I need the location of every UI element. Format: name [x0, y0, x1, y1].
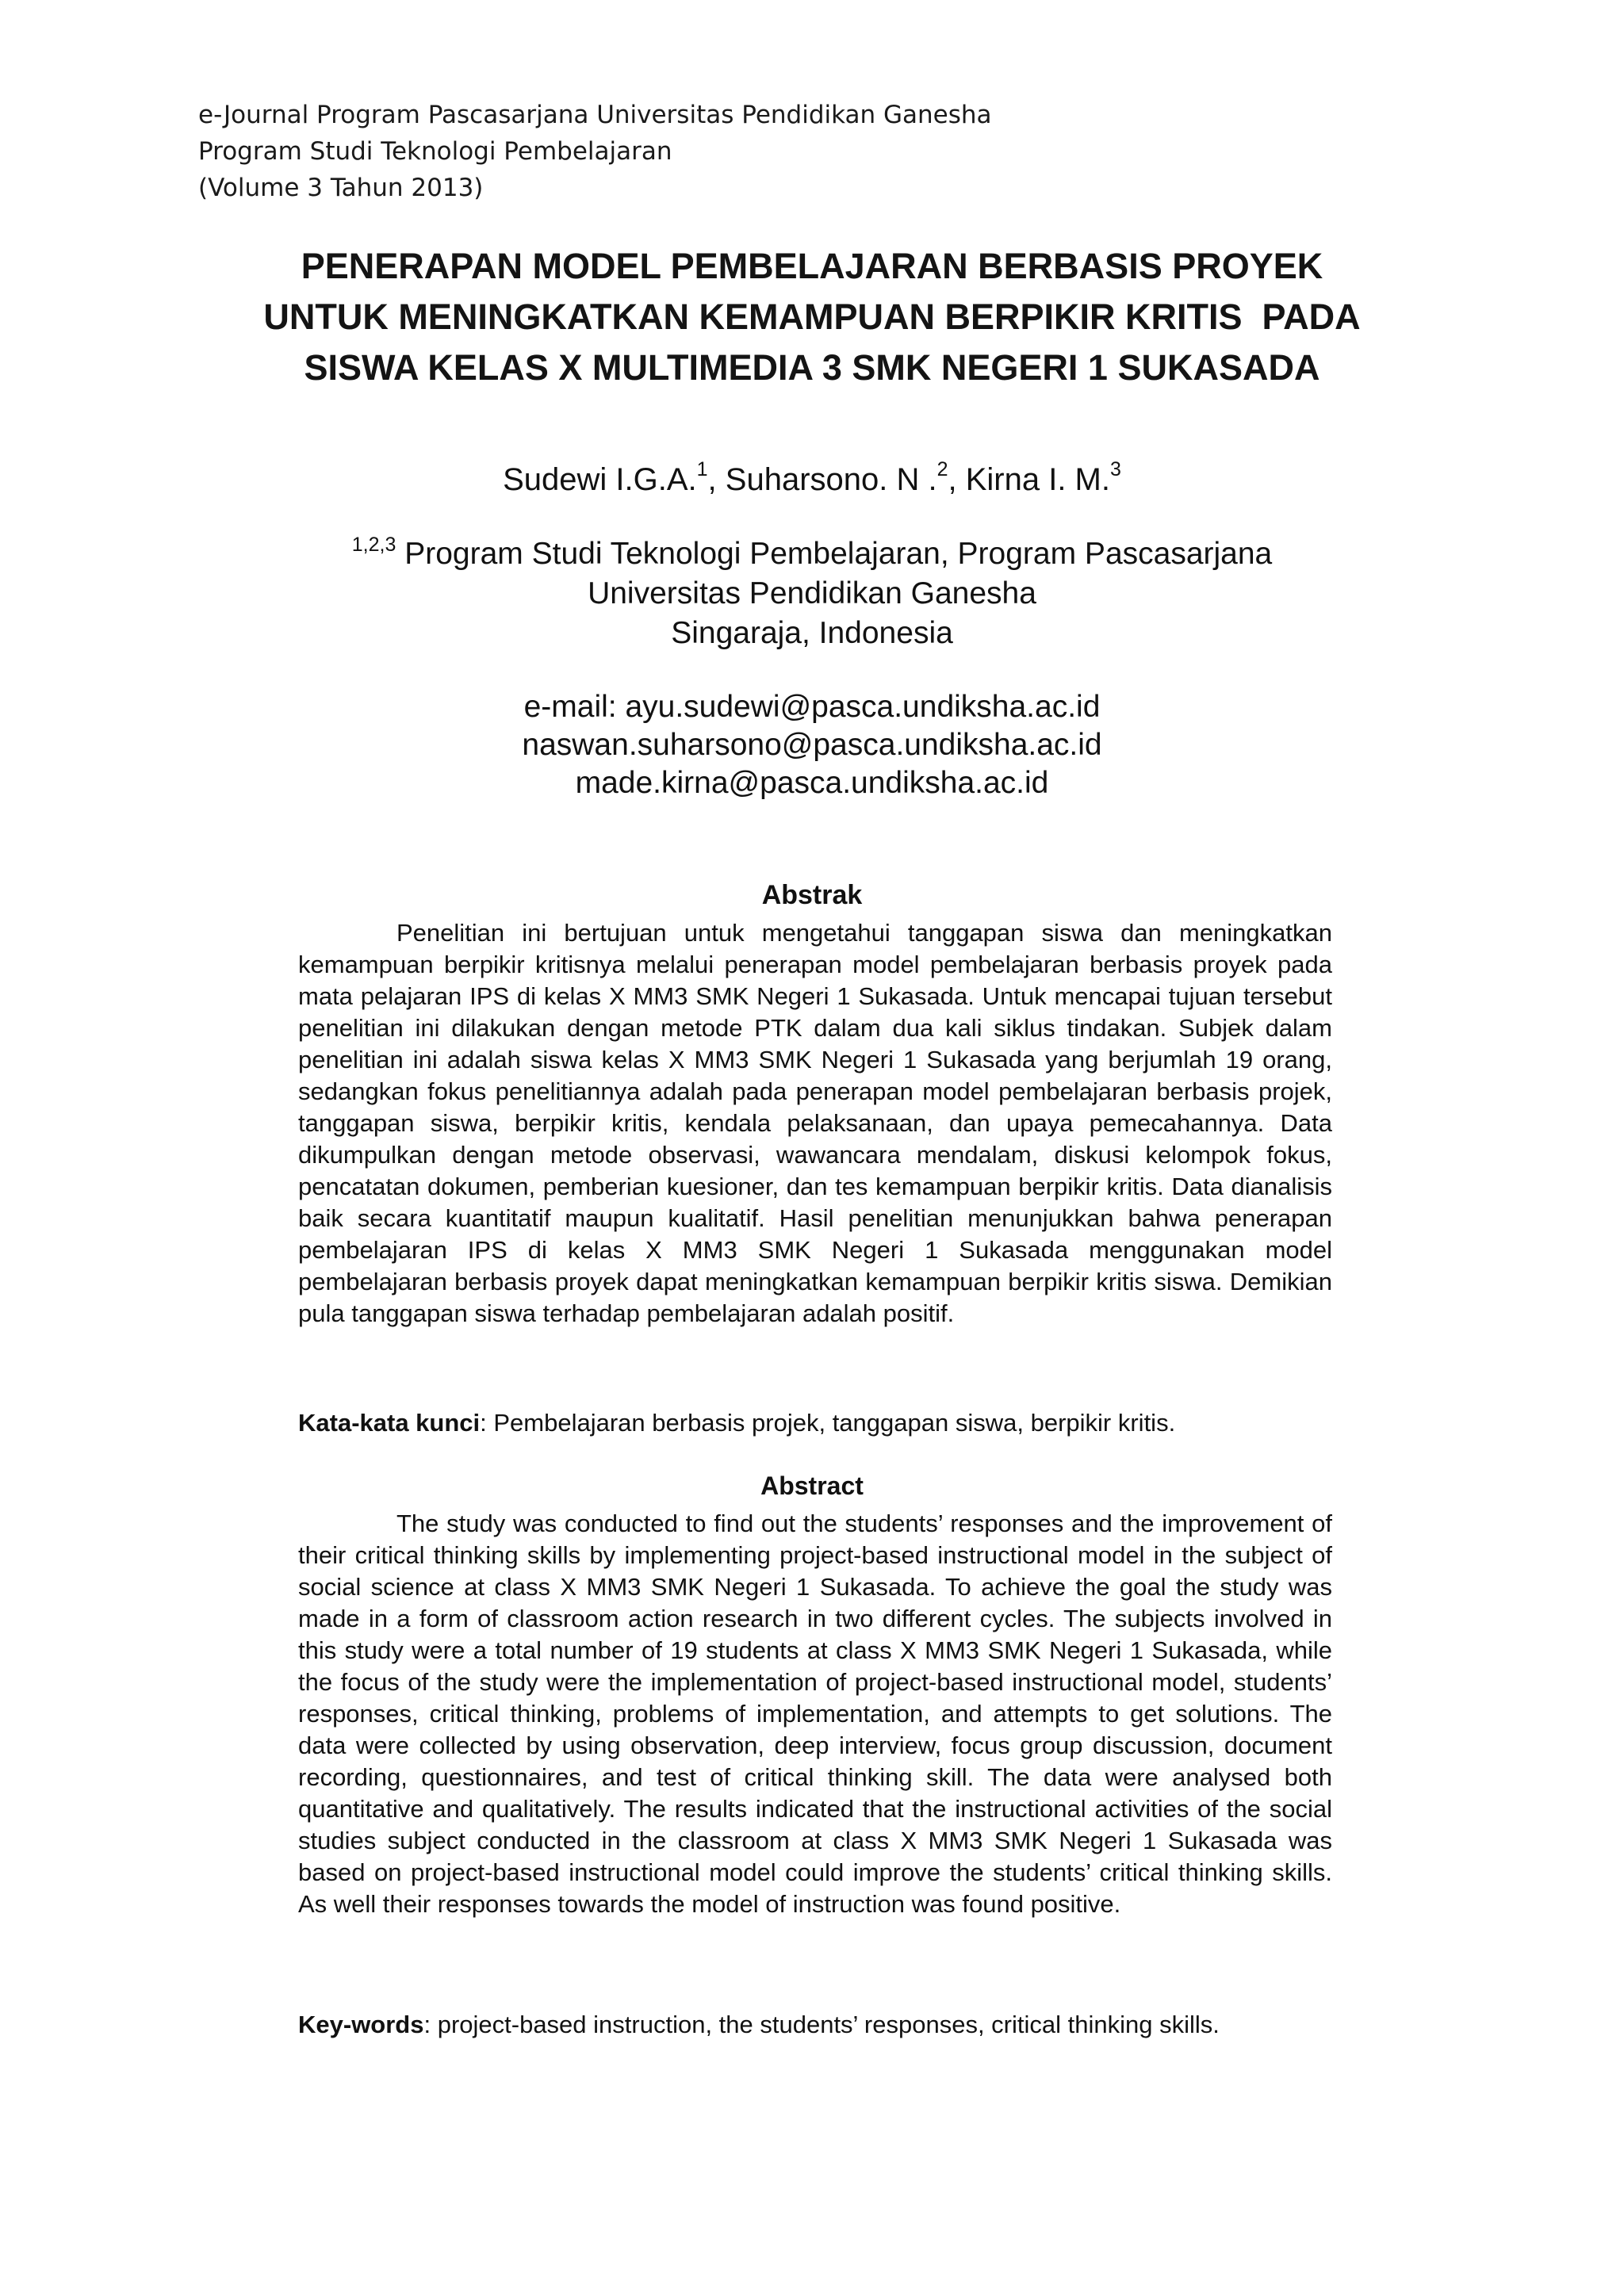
title-line-3: SISWA KELAS X MULTIMEDIA 3 SMK NEGERI 1 SUKASADA	[304, 347, 1320, 388]
key-words-label: Key-words	[298, 2011, 424, 2038]
author-list	[0, 460, 1624, 499]
key-words-text: : project-based instruction, the students’ responses, critical thinking skills.	[423, 2011, 1220, 2038]
author-3-affil-mark: 3	[1110, 458, 1121, 480]
paper-title	[159, 241, 1465, 393]
affiliation-line-1: Program Studi Teknologi Pembelajaran, Program Pascasarjana	[396, 537, 1273, 571]
abstrak-body	[298, 917, 1332, 1330]
author-2-affil-mark: 2	[936, 458, 948, 480]
journal-name: e-Journal Program Pascasarjana Universitas Pendidikan Ganesha	[198, 101, 992, 129]
abstract-body	[298, 1508, 1332, 1920]
abstrak-paragraph: Penelitian ini bertujuan untuk mengetahui tanggapan siswa dan meningkatkan kemampuan berpikir kritisnya melalui penerapan model pembelajaran berbasis proyek pada mata pelajaran IPS di kelas X MM3 SMK Negeri 1 Sukasada. Untuk mencapai tujuan tersebut penelitian ini dilakukan dengan metode PTK dalam dua kali siklus tindakan. Subjek dalam penelitian ini adalah siswa kelas X MM3 SMK Negeri 1 Sukasada yang berjumlah 19 orang, sedangkan fokus penelitiannya adalah pada penerapan model pembelajaran berbasis projek, tanggapan siswa, berpikir kritis, kendala pelaksanaan, dan upaya pemecahannya. Data dikumpulkan dengan metode observasi, wawancara mendalam, diskusi kelompok fokus, pencatatan dokumen, pemberian kuesioner, dan tes kemampuan berpikir kritis. Data dianalisis baik secara kuantitatif maupun kualitatif. Hasil penelitian menunjukkan bahwa penerapan pembelajaran IPS di kelas X MM3 SMK Negeri 1 Sukasada menggunakan model pembelajaran berbasis proyek dapat meningkatkan kemampuan berpikir kritis siswa. Demikian pula tanggapan siswa terhadap pembelajaran adalah positif.	[298, 919, 1332, 1327]
author-2: , Suharsono. N .	[707, 462, 937, 497]
volume-info: (Volume 3 Tahun 2013)	[198, 174, 484, 202]
author-1-affil-mark: 1	[696, 458, 708, 480]
abstrak-heading: Abstrak	[761, 880, 863, 910]
affiliation-line-3: Singaraja, Indonesia	[671, 616, 953, 650]
email-block	[0, 688, 1624, 802]
email-line-1: e-mail: ayu.sudewi@pasca.undiksha.ac.id	[523, 690, 1101, 724]
email-line-3: made.kirna@pasca.undiksha.ac.id	[575, 766, 1049, 800]
affiliation-block	[0, 534, 1624, 653]
abstract-paragraph: The study was conducted to find out the students’ responses and the improvement of their critical thinking skills by implementing project-based instructional model in the subject of social science at class X MM3 SMK Negeri 1 Sukasada. To achieve the goal the study was made in a form of classroom action research in two different cycles. The subjects involved in this study were a total number of 19 students at class X MM3 SMK Negeri 1 Sukasada, while the focus of the study were the implementation of project-based instructional model, students’ responses, critical thinking, problems of implementation, and attempts to get solutions. The data were collected by using observation, deep interview, focus group discussion, document recording, questionnaires, and test of critical thinking skill. The data were analysed both quantitative and qualitatively. The results indicated that the instructional activities of the social studies subject conducted in the classroom at class X MM3 SMK Negeri 1 Sukasada was based on project-based instructional model could improve the students’ critical thinking skills. As well their responses towards the model of instruction was found positive.	[298, 1510, 1332, 1918]
affiliation-marks: 1,2,3	[351, 534, 396, 556]
email-line-2: naswan.suharsono@pasca.undiksha.ac.id	[522, 728, 1102, 762]
kata-kunci-label: Kata-kata kunci	[298, 1409, 481, 1437]
study-program: Program Studi Teknologi Pembelajaran	[198, 137, 672, 166]
abstract-heading: Abstract	[760, 1471, 864, 1500]
key-words	[298, 2009, 1345, 2041]
journal-header	[198, 97, 992, 206]
kata-kunci	[298, 1407, 1345, 1439]
title-line-2: UNTUK MENINGKATKAN KEMAMPUAN BERPIKIR KRITIS PADA	[263, 297, 1361, 337]
affiliation-line-2: Universitas Pendidikan Ganesha	[588, 576, 1036, 610]
title-line-1: PENERAPAN MODEL PEMBELAJARAN BERBASIS PROYEK	[301, 246, 1323, 286]
kata-kunci-text: : Pembelajaran berbasis projek, tanggapan siswa, berpikir kritis.	[480, 1409, 1176, 1437]
author-3: , Kirna I. M.	[948, 462, 1110, 497]
author-1: Sudewi I.G.A.	[503, 462, 697, 497]
